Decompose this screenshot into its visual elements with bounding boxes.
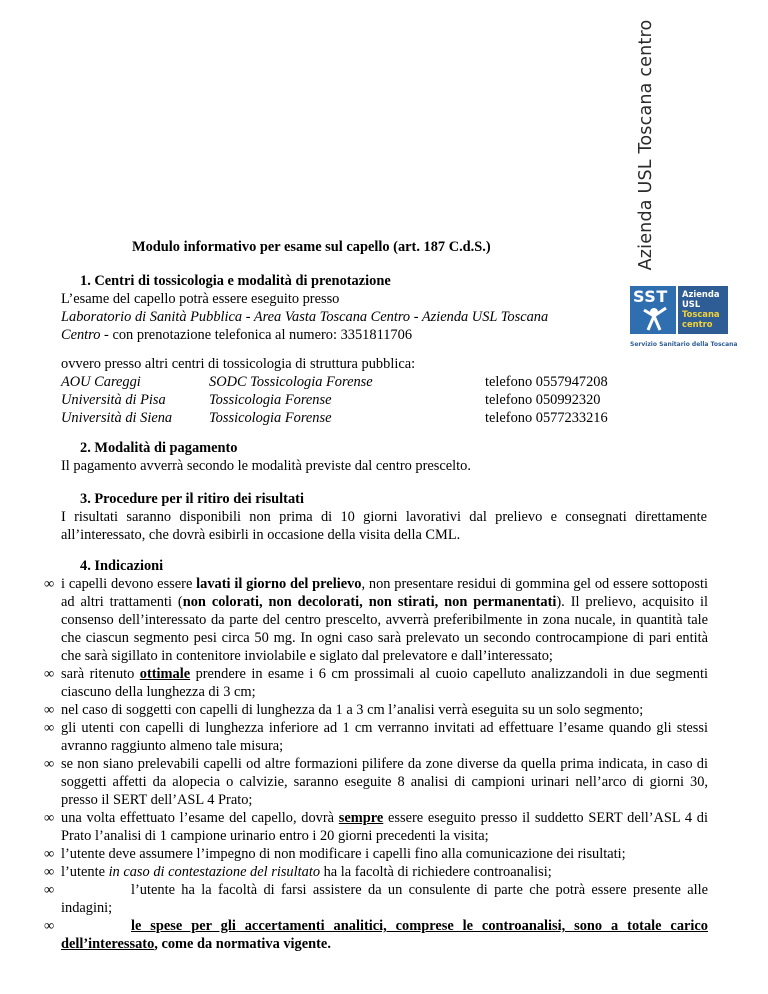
- bullet-mark: ∞: [44, 846, 55, 862]
- text: ha la facoltà di richiedere controanalisi;: [320, 864, 552, 880]
- bullet-mark: ∞: [44, 720, 55, 736]
- logo-line-1: Azienda: [682, 289, 720, 299]
- center-phone: telefono 050992320: [485, 392, 601, 408]
- emphasis: , come da normativa vigente.: [154, 936, 331, 952]
- sst-logo-text: SST: [633, 287, 668, 306]
- text: l’utente ha la facoltà di farsi assistere da un consulente di parte che potrà essere presente alle indagini;: [61, 882, 708, 916]
- centers-table: [61, 373, 661, 427]
- emphasis: non colorati, non decolorati, non stirati, non permanentati: [182, 594, 557, 610]
- section-1-intro: ovvero presso altri centri di tossicologia di struttura pubblica:: [61, 356, 416, 372]
- section-1-heading: 1. Centri di tossicologia e modalità di prenotazione: [80, 273, 391, 289]
- text: , non presentare residui di gommina gel od essere sottoposti ad altri trattamenti (: [61, 576, 708, 610]
- bullet-mark: ∞: [44, 666, 55, 682]
- sst-logo: [630, 286, 738, 348]
- section-3-line-2: all’interessato, che dovrà esibirli in occasione della visita della CML.: [61, 527, 461, 543]
- logo-line-3: Toscana: [682, 309, 720, 319]
- text: sarà ritenuto: [61, 666, 140, 682]
- emphasis: sempre: [338, 810, 384, 826]
- center-phone: telefono 0577233216: [485, 410, 608, 426]
- bullet-mark: ∞: [44, 810, 55, 826]
- list-item: [44, 809, 708, 845]
- center-dept: Tossicologia Forense: [209, 392, 332, 408]
- bullet-mark: ∞: [44, 576, 55, 592]
- indications-list: [44, 575, 708, 953]
- list-item: [44, 917, 708, 953]
- center-name: AOU Careggi: [61, 374, 141, 390]
- section-3-heading: 3. Procedure per il ritiro dei risultati: [80, 491, 304, 507]
- bullet-mark: ∞: [44, 918, 55, 934]
- logo-footer: Servizio Sanitario della Toscana: [630, 341, 738, 348]
- center-dept: Tossicologia Forense: [209, 410, 332, 426]
- logo-line-2: USL: [682, 299, 701, 309]
- center-name: Università di Siena: [61, 410, 173, 426]
- sst-logo-mark: [630, 286, 676, 334]
- vertical-brand-text: [626, 20, 666, 270]
- emphasis: ottimale: [139, 666, 191, 682]
- list-item: [44, 719, 708, 755]
- center-row: [61, 391, 661, 409]
- centro-label: Centro: [61, 327, 101, 343]
- list-item: [44, 575, 708, 665]
- section-2-heading: 2. Modalità di pagamento: [80, 440, 238, 456]
- text: essere eseguito presso il suddetto SERT dell’ASL 4 di Prato l’analisi di 1 campione urinario entro i 20 giorni precedenti la visita;: [61, 810, 708, 844]
- text: i capelli devono essere: [61, 576, 197, 592]
- section-1-line-2: Laboratorio di Sanità Pubblica - Area Vasta Toscana Centro - Azienda USL Toscana: [61, 309, 549, 325]
- center-row: [61, 409, 661, 427]
- center-name: Università di Pisa: [61, 392, 166, 408]
- bullet-mark: ∞: [44, 756, 55, 772]
- text: gli utenti con capelli di lunghezza inferiore ad 1 cm verranno invitati ad effettuare l’esame quando gli stessi avranno raggiunto almeno tale misura;: [61, 720, 708, 754]
- bullet-mark: ∞: [44, 882, 55, 898]
- text: l’utente: [61, 864, 109, 880]
- list-item: [44, 665, 708, 701]
- list-item: [44, 755, 708, 809]
- section-1-line-1: L’esame del capello potrà essere eseguito presso: [61, 291, 340, 307]
- list-item: [44, 701, 708, 719]
- page-title: Modulo informativo per esame sul capello (art. 187 C.d.S.): [132, 239, 491, 255]
- center-row: [61, 373, 661, 391]
- emphasis: in caso di contestazione del risultato: [108, 864, 321, 880]
- list-item: [44, 863, 708, 881]
- text: ). Il prelievo, acquisito il consenso dell’interessato da parte del centro prescelto, avverrà preferibilmente in zona nucale, in quantità tale che ciascun segmento pesi circa 50 mg. In ogni caso sarà prelevato un secondo controcampione di pari entità che sarà sigillato in contenitore inviolabile e siglato dal prelevatore e dall’interessato;: [61, 594, 708, 664]
- figure-icon: [630, 286, 676, 334]
- center-dept: SODC Tossicologia Forense: [209, 374, 373, 390]
- text: l’utente deve assumere l’impegno di non modificare i capelli fino alla comunicazione dei risultati;: [61, 846, 626, 862]
- bullet-mark: ∞: [44, 702, 55, 718]
- emphasis: le spese per gli accertamenti analitici, comprese le controanalisi, sono a totale carico dell’interessato: [61, 918, 708, 952]
- bullet-mark: ∞: [44, 864, 55, 880]
- text: nel caso di soggetti con capelli di lunghezza da 1 a 3 cm l’analisi verrà eseguita su un solo segmento;: [61, 702, 644, 718]
- azienda-logo-text: [678, 286, 728, 334]
- booking-phone: - con prenotazione telefonica al numero: 3351811706: [100, 327, 413, 343]
- section-1-line-3: [61, 326, 412, 344]
- text: una volta effettuato l’esame del capello, dovrà: [61, 810, 339, 826]
- logo-line-4: centro: [682, 319, 713, 329]
- center-phone: telefono 0557947208: [485, 374, 608, 390]
- section-4-heading: 4. Indicazioni: [80, 558, 164, 574]
- list-item: [44, 881, 708, 917]
- section-3-line-1: I risultati saranno disponibili non prima di 10 giorni lavorativi dal prelievo e consegnati direttamente: [61, 509, 707, 525]
- section-2-text: Il pagamento avverrà secondo le modalità previste dal centro prescelto.: [61, 458, 471, 474]
- list-item: [44, 845, 708, 863]
- text: prendere in esame i 6 cm prossimali al cuoio capelluto analizzandoli in due segmenti ciascuno della lunghezza di 3 cm;: [61, 666, 708, 700]
- emphasis: lavati il giorno del prelievo: [196, 576, 362, 592]
- brand-name: Azienda USL Toscana centro: [636, 19, 656, 271]
- text: se non siano prelevabili capelli od altre formazioni pilifere da zone diverse da quella prima indicata, in caso di soggetti affetti da alopecia o calvizie, saranno eseguite 8 analisi di campioni urinari nell’arco di giorni 30, presso il SERT dell’ASL 4 Prato;: [61, 756, 708, 808]
